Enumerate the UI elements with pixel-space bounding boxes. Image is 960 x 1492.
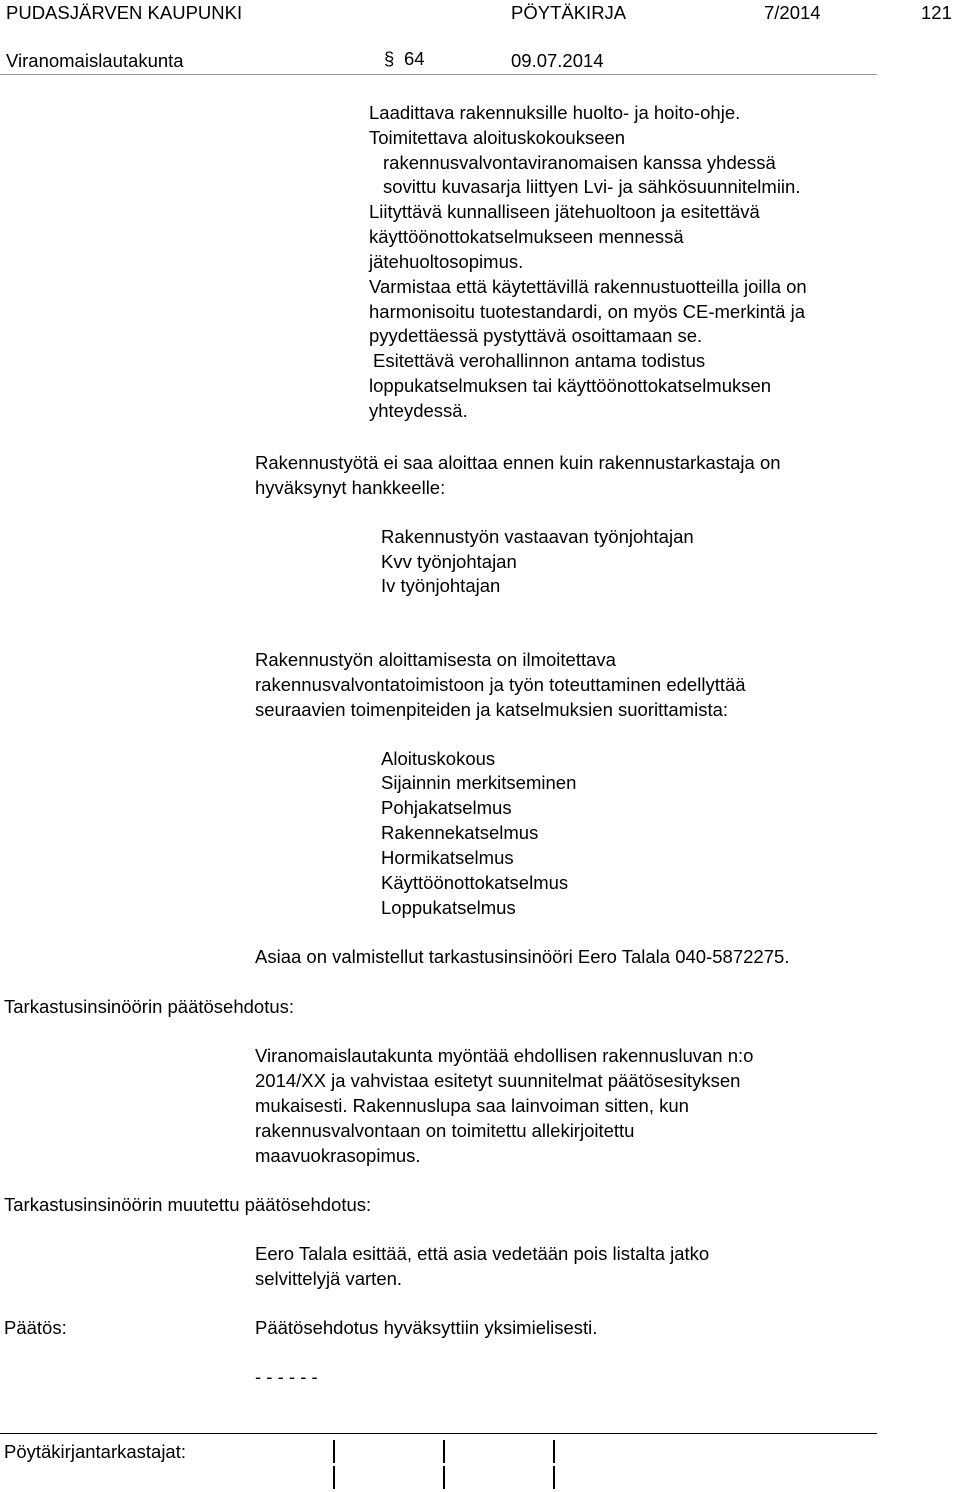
proposal-label: Tarkastusinsinöörin päätösehdotus: <box>4 996 295 1017</box>
list-item: Loppukatselmus <box>381 897 516 918</box>
separator-dashes: - - - - - - <box>255 1366 318 1387</box>
list-item: Liityttävä kunnalliseen jätehuoltoon ja esitettävä <box>369 201 760 222</box>
list-item: Pohjakatselmus <box>381 797 512 818</box>
signature-field-divider <box>553 1440 555 1463</box>
list-item: yhteydessä. <box>369 400 468 421</box>
list-item: Rakennekatselmus <box>381 822 539 843</box>
list-item: Esitettävä verohallinnon antama todistus <box>373 350 706 371</box>
paragraph-line: Viranomaislautakunta myöntää ehdollisen rakennusluvan n:o <box>255 1045 754 1066</box>
list-item: sovittu kuvasarja liittyen Lvi- ja sähkösuunnitelmiin. <box>383 176 801 197</box>
section-number <box>384 50 425 69</box>
list-item: rakennusvalvontaviranomaisen kanssa yhdessä <box>383 152 776 173</box>
header-page-number: 121 <box>921 2 952 23</box>
footer-signatories-label: Pöytäkirjantarkastajat: <box>4 1441 187 1462</box>
paragraph-line: mukaisesti. Rakennuslupa saa lainvoiman sitten, kun <box>255 1095 689 1116</box>
list-item: Iv työnjohtajan <box>381 575 501 596</box>
header-org: PUDASJÄRVEN KAUPUNKI <box>6 2 243 23</box>
paragraph-line: 2014/XX ja vahvistaa esitetyt suunnitelmat päätösesityksen <box>255 1070 741 1091</box>
decision-text: Päätösehdotus hyväksyttiin yksimielisesti. <box>255 1317 598 1338</box>
list-item: Kvv työnjohtajan <box>381 551 517 572</box>
list-item: Hormikatselmus <box>381 847 514 868</box>
section-number-value: 64 <box>404 48 425 69</box>
list-item: Varmistaa että käytettävillä rakennustuotteilla joilla on <box>369 276 807 297</box>
header-date: 09.07.2014 <box>511 50 604 71</box>
list-item: Toimitettava aloituskokoukseen <box>369 127 626 148</box>
paragraph-line: hyväksynyt hankkeelle: <box>255 477 446 498</box>
paragraph-line: Rakennustyötä ei saa aloittaa ennen kuin rakennustarkastaja on <box>255 452 781 473</box>
paragraph-line: seuraavien toimenpiteiden ja katselmuksien suorittamista: <box>255 699 729 720</box>
preparer-note: Asiaa on valmistellut tarkastusinsinööri Eero Talala 040-5872275. <box>255 946 790 967</box>
header-divider <box>0 74 877 75</box>
list-item: jätehuoltosopimus. <box>369 251 524 272</box>
footer-divider <box>0 1433 877 1434</box>
list-item: harmonisoitu tuotestandardi, on myös CE-merkintä ja <box>369 301 805 322</box>
paragraph-line: rakennusvalvontaan on toimitettu allekirjoitettu <box>255 1120 635 1141</box>
list-item: pyydettäessä pystyttävä osoittamaan se. <box>369 325 703 346</box>
signature-field-divider <box>333 1466 335 1489</box>
list-item: loppukatselmuksen tai käyttöönottokatselmuksen <box>369 375 772 396</box>
list-item: Käyttöönottokatselmus <box>381 872 569 893</box>
signature-field-divider <box>443 1440 445 1463</box>
signature-field-divider <box>443 1466 445 1489</box>
header-issue: 7/2014 <box>764 2 821 23</box>
list-item: Rakennustyön vastaavan työnjohtajan <box>381 526 694 547</box>
paragraph-line: Eero Talala esittää, että asia vedetään pois listalta jatko <box>255 1243 710 1264</box>
decision-label: Päätös: <box>4 1317 67 1338</box>
header-body: Viranomaislautakunta <box>6 50 184 71</box>
section-sign-icon: § <box>384 48 395 69</box>
paragraph-line: selvittelyjä varten. <box>255 1268 403 1289</box>
list-item: Aloituskokous <box>381 748 496 769</box>
list-item: käyttöönottokatselmukseen mennessä <box>369 226 684 247</box>
paragraph-line: rakennusvalvontatoimistoon ja työn toteuttaminen edellyttää <box>255 674 746 695</box>
paragraph-line: maavuokrasopimus. <box>255 1145 421 1166</box>
paragraph-line: Rakennustyön aloittamisesta on ilmoitettava <box>255 649 616 670</box>
signature-field-divider <box>553 1466 555 1489</box>
signature-field-divider <box>333 1440 335 1463</box>
list-item: Laadittava rakennuksille huolto- ja hoito-ohje. <box>369 102 741 123</box>
header-doc-type: PÖYTÄKIRJA <box>511 2 627 23</box>
modified-proposal-label: Tarkastusinsinöörin muutettu päätösehdotus: <box>4 1194 372 1215</box>
list-item: Sijainnin merkitseminen <box>381 772 577 793</box>
